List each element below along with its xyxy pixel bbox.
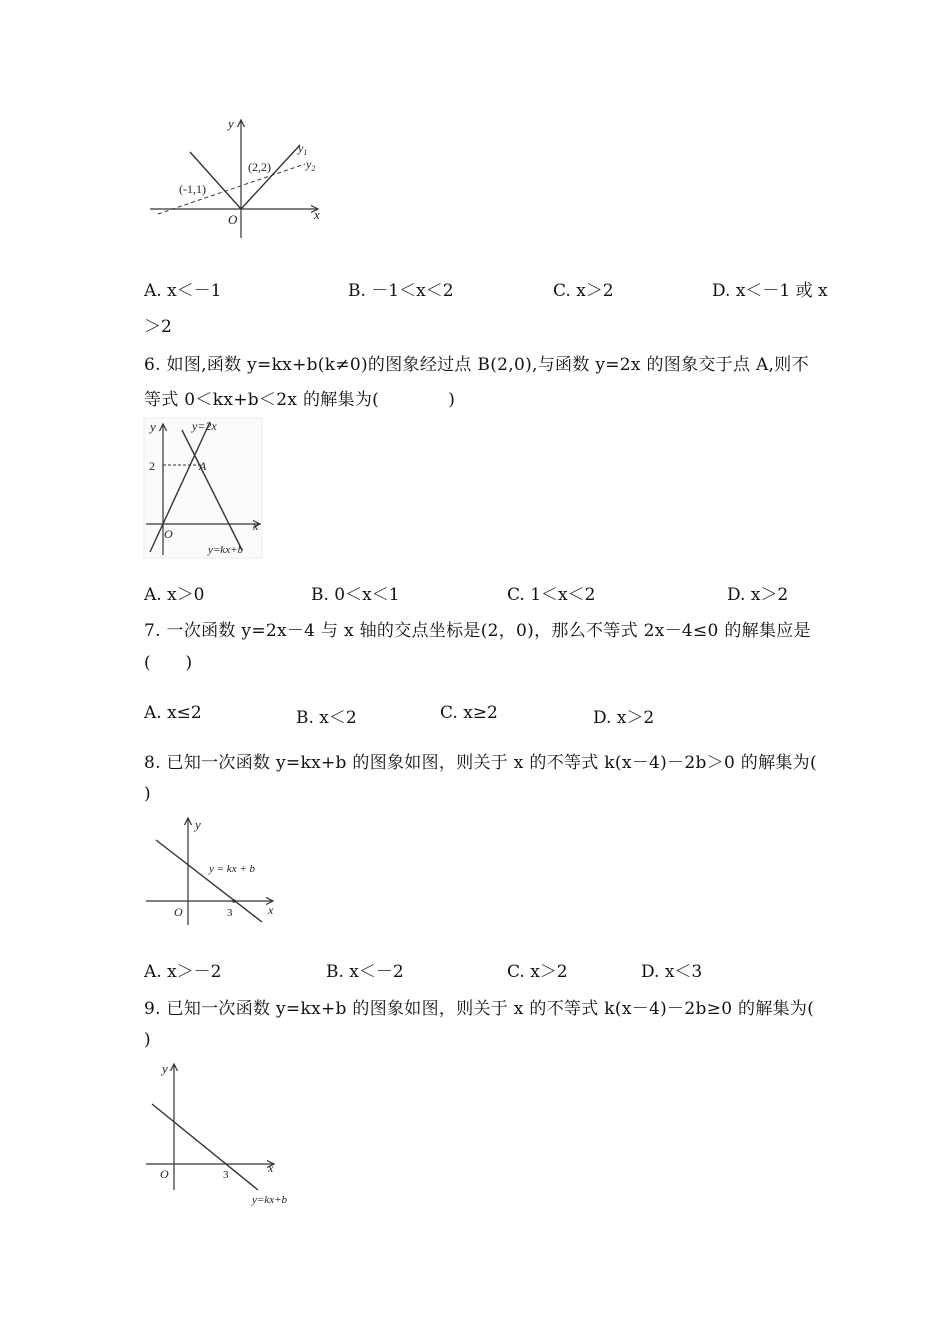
q8-option-d: D. x＜3	[641, 962, 703, 982]
q6-option-a: A. x＞0	[144, 585, 205, 605]
q7-option-b: B. x＜2	[296, 708, 357, 728]
q5-option-d-cont: ＞2	[144, 317, 172, 337]
q9-y-label: y	[162, 1061, 168, 1076]
q9-origin: O	[160, 1167, 169, 1181]
q7-option-c: C. x≥2	[440, 703, 498, 723]
q9-stem-line1: 9. 已知一次函数 y=kx+b 的图象如图，则关于 x 的不等式 k(x－4)－2b≥0 的解集为(	[144, 999, 815, 1019]
q7-option-d: D. x＞2	[593, 708, 655, 728]
q5-x-label: x	[314, 207, 320, 222]
q5-point-neg1-1: (-1,1)	[179, 182, 206, 196]
q8-option-b: B. x＜－2	[326, 962, 404, 982]
q8-stem-line1: 8. 已知一次函数 y=kx+b 的图象如图，则关于 x 的不等式 k(x－4)－2b＞0 的解集为(	[144, 753, 817, 773]
q7-stem-line1: 7. 一次函数 y=2x－4 与 x 轴的交点坐标是(2，0)，那么不等式 2x－4≤0 的解集应是	[144, 621, 811, 641]
q8-option-a: A. x＞－2	[144, 962, 222, 982]
q9-line-label: y=kx+b	[252, 1194, 287, 1206]
q7-option-a: A. x≤2	[144, 703, 202, 723]
q6-option-c: C. 1＜x＜2	[507, 585, 596, 605]
q7-stem-line2: ( )	[144, 653, 193, 673]
q5-option-a: A. x＜－1	[144, 281, 222, 301]
q5-y1-label: $y_1$	[298, 141, 308, 157]
q6-line-2x-label: y=2x	[192, 419, 217, 433]
q5-y2-label: $y_2$	[306, 157, 316, 173]
q6-line-kxb-label: y=kx+b	[208, 544, 243, 556]
q6-x-label: x	[253, 519, 259, 533]
q8-x-label: x	[268, 903, 274, 917]
q8-option-c: C. x＞2	[507, 962, 568, 982]
q6-tick-2: 2	[149, 459, 155, 473]
q5-origin: O	[228, 212, 238, 227]
q6-y-label: y	[150, 419, 156, 434]
q6-option-b: B. 0＜x＜1	[311, 585, 400, 605]
q9-tick-3: 3	[223, 1169, 229, 1181]
q5-point-2-2: (2,2)	[248, 160, 271, 174]
q8-y-label: y	[195, 817, 201, 832]
q5-y-label: y	[228, 116, 234, 131]
q6-stem-line1: 6. 如图,函数 y=kx+b(k≠0)的图象经过点 B(2,0),与函数 y=2x 的图象交于点 A,则不	[144, 355, 809, 375]
q8-line-label: y = kx + b	[209, 863, 255, 875]
q6-option-d: D. x＞2	[727, 585, 789, 605]
q8-tick-3: 3	[227, 907, 233, 919]
q6-stem-line2: 等式 0＜kx+b＜2x 的解集为( )	[144, 390, 456, 410]
q6-origin: O	[164, 527, 173, 541]
q6-point-a: A	[199, 459, 207, 473]
q9-x-label: x	[268, 1161, 274, 1175]
q5-option-b: B. －1＜x＜2	[348, 281, 454, 301]
q9-stem-line2: )	[144, 1030, 151, 1050]
q8-origin: O	[174, 905, 183, 919]
q5-option-c: C. x＞2	[553, 281, 614, 301]
q8-stem-line2: )	[144, 784, 151, 804]
q5-option-d: D. x＜－1 或 x	[712, 281, 828, 301]
